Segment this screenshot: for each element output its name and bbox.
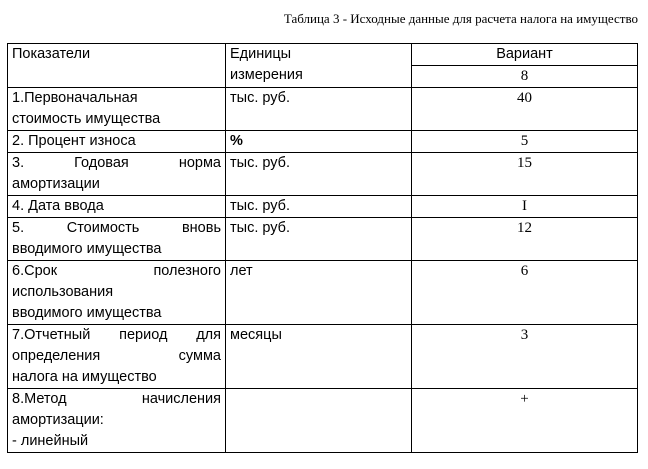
indicator-cell	[8, 261, 226, 325]
tax-input-table	[7, 43, 638, 453]
table-caption: Таблица 3 - Исходные данные для расчета налога на имущество	[283, 11, 638, 26]
indicator-cell	[8, 153, 226, 196]
unit-cell: месяцы	[226, 325, 412, 389]
value-cell: 6	[412, 261, 638, 325]
value-cell: 40	[412, 88, 638, 131]
table-row	[8, 389, 638, 453]
unit-cell: тыс. руб.	[226, 88, 412, 131]
unit-cell: тыс. руб.	[226, 218, 412, 261]
table-row	[8, 261, 638, 325]
value-cell: 5	[412, 131, 638, 153]
indicator-line: определения сумма	[12, 348, 221, 364]
indicator-line: стоимость имущества	[12, 111, 161, 127]
indicator-cell	[8, 218, 226, 261]
indicator-line: вводимого имущества	[12, 305, 162, 321]
header-units-line1: Единицы	[230, 46, 292, 62]
indicator-cell	[8, 88, 226, 131]
indicator-line: 7.Отчетный период для	[12, 327, 221, 343]
header-units-line2: измерения	[230, 67, 303, 83]
indicator-line: 8.Метод начисления	[12, 391, 221, 407]
unit-cell: тыс. руб.	[226, 153, 412, 196]
value-cell: 12	[412, 218, 638, 261]
value-cell: +	[412, 389, 638, 453]
indicator-line: - линейный	[12, 433, 89, 449]
indicator-cell	[8, 389, 226, 453]
indicator-cell: 2. Процент износа	[8, 131, 226, 153]
value-cell: I	[412, 196, 638, 218]
value-cell: 3	[412, 325, 638, 389]
header-variant-number: 8	[412, 66, 638, 88]
table-row	[8, 131, 638, 153]
value-cell: 15	[412, 153, 638, 196]
indicator-line: амортизации	[12, 176, 100, 192]
unit-cell: тыс. руб.	[226, 196, 412, 218]
unit-cell	[226, 389, 412, 453]
indicator-cell: 4. Дата ввода	[8, 196, 226, 218]
indicator-line: 1.Первоначальная	[12, 90, 138, 106]
table-row	[8, 153, 638, 196]
header-units	[226, 44, 412, 88]
unit-cell: %	[226, 131, 412, 153]
indicator-line: амортизации:	[12, 412, 104, 428]
indicator-line: вводимого имущества	[12, 241, 162, 257]
indicator-line: 5. Стоимость вновь	[12, 220, 221, 236]
indicator-line: 6.Срок полезного	[12, 263, 221, 279]
table-row	[8, 196, 638, 218]
indicator-cell	[8, 325, 226, 389]
unit-cell: лет	[226, 261, 412, 325]
header-variant: Вариант	[412, 44, 638, 66]
header-indicators: Показатели	[8, 44, 226, 88]
table-row	[8, 218, 638, 261]
indicator-line: налога на имущество	[12, 369, 157, 385]
table-row	[8, 325, 638, 389]
indicator-line: использования	[12, 284, 114, 300]
table-row	[8, 88, 638, 131]
indicator-line: 3. Годовая норма	[12, 155, 221, 171]
